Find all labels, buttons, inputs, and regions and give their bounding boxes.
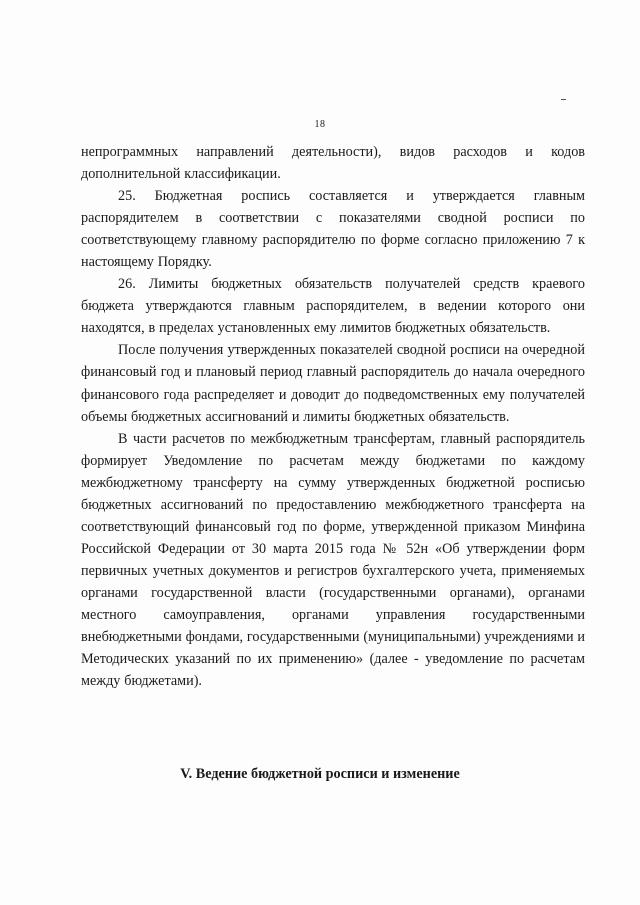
body-text — [81, 141, 585, 692]
paragraph-interbudget-transfers: В части расчетов по межбюджетным трансфертам, главный распорядитель формирует Уведомление по расчетам между бюджетами по каждому межбюджетному трансферту на сумму утвержденных бюджетной росписью бюджетных ассигнований по предоставлению межбюджетного трансферта на соответствующий финансовый год по форме, утвержденной приказом Минфина Российской Федерации от 30 марта 2015 года № 52н «Об утверждении форм первичных учетных документов и регистров бухгалтерского учета, применяемых органами государственной власти (государственными органами), органами местного самоуправления, органами управления государственными внебюджетными фондами, государственными (муниципальными) учреждениями и Методических указаний по их применению» (далее - уведомление по расчетам между бюджетами). — [81, 430, 585, 690]
paragraph-budget-allocation: После получения утвержденных показателей сводной росписи на очередной финансовый год и плановый период главный распорядитель до начала очередного финансового года распределяет и доводит до подведомственных ему получателей объемы бюджетных ассигнований и лимиты бюджетных обязательств. — [81, 342, 585, 425]
page-mark — [561, 99, 566, 100]
paragraph-continuation: непрограммных направлений деятельности), видов расходов и кодов дополнительной классификации. — [81, 144, 585, 183]
page-number: 18 — [314, 119, 326, 130]
paragraph-item-26: 26. Лимиты бюджетных обязательств получателей средств краевого бюджета утверждаются главным распорядителем, в ведении которого они находятся, в пределах установленных ему лимитов бюджетных обязательств. — [81, 276, 585, 337]
paragraph-item-25: 25. Бюджетная роспись составляется и утверждается главным распорядителем в соответствии с показателями сводной росписи по соответствующему главному распорядителю по форме согласно приложению 7 к настоящему Порядку. — [81, 188, 585, 271]
section-heading: V. Ведение бюджетной росписи и изменение — [180, 766, 460, 782]
